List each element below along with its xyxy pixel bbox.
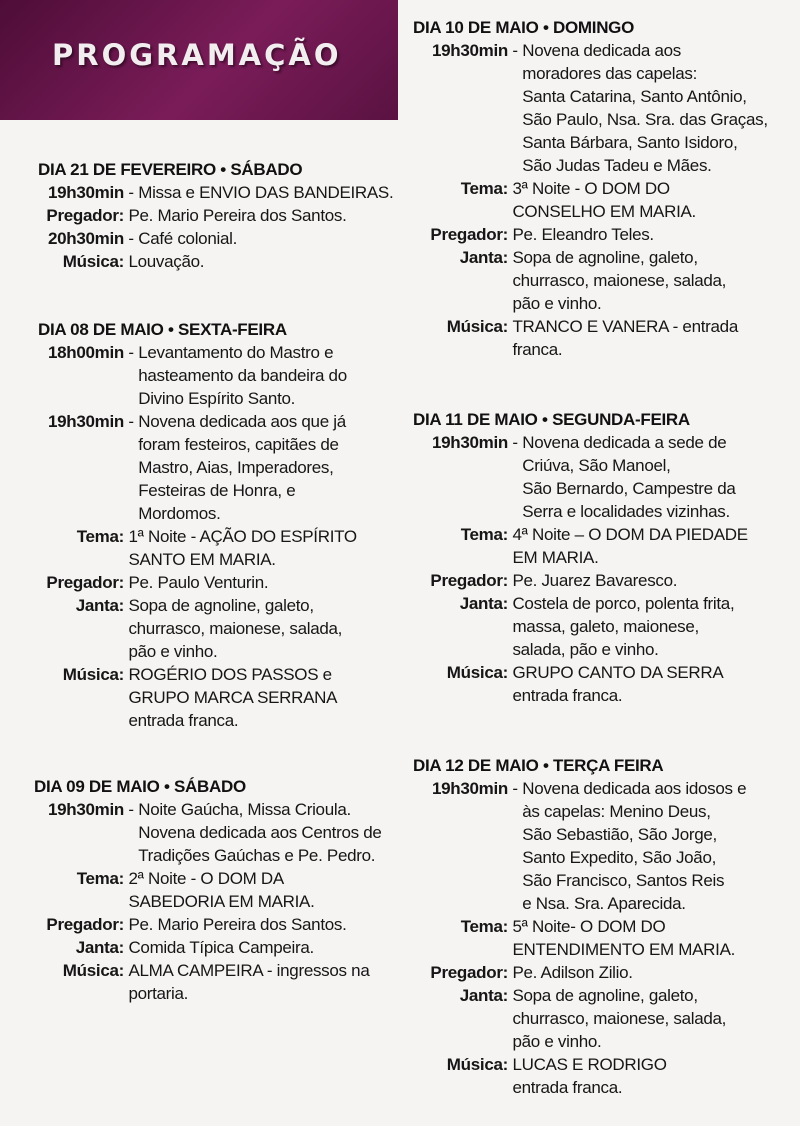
entry-separator: - [508,41,523,60]
entry-separator: - [508,779,523,798]
schedule-entry [413,177,768,223]
entry-label: Tema: [460,917,508,936]
day-block [413,408,748,707]
entry-label: Pregador: [46,573,124,592]
schedule-entry [38,410,357,525]
schedule-entry [38,571,357,594]
schedule-entry [38,227,393,250]
entry-label: 19h30min [431,779,508,798]
entry-label: 19h30min [47,412,124,431]
schedule-entry [413,223,768,246]
entry-value: Novena dedicada aos que já foram festeiros, capitães de Mastro, Aias, Imperadores, Festeiras de Honra, e Mordomos. [138,412,346,523]
entry-value: TRANCO E VANERA - entrada franca. [512,317,738,359]
entry-separator: - [508,433,523,452]
entry-value: Novena dedicada aos moradores das capelas: Santa Catarina, Santo Antônio, São Paulo, Nsa. Sra. das Graças, Santa Bárbara, Santo Isidoro, São Judas Tadeu e Mães. [522,41,768,175]
entry-label: Janta: [75,938,124,957]
entry-label: Tema: [76,527,124,546]
entry-label: Música: [62,665,124,684]
schedule-entry [34,867,382,913]
schedule-entry [413,569,748,592]
entry-separator: - [124,800,139,819]
entry-label: Música: [446,317,508,336]
schedule-entry [413,777,746,915]
entry-label: 19h30min [47,800,124,819]
day-block [38,318,357,732]
page-title: PROGRAMAÇÃO [52,38,342,72]
day-title: DIA 08 DE MAIO • SEXTA-FEIRA [38,320,287,339]
entry-value: ALMA CAMPEIRA - ingressos na portaria. [128,961,370,1003]
schedule-entry [38,663,357,732]
entry-value: Sopa de agnoline, galeto, churrasco, maionese, salada, pão e vinho. [512,986,727,1051]
schedule-entry [413,39,768,177]
day-block [38,158,393,273]
schedule-entry [413,523,748,569]
day-block [413,754,746,1099]
day-title: DIA 12 DE MAIO • TERÇA FEIRA [413,756,664,775]
entry-value: Sopa de agnoline, galeto, churrasco, maionese, salada, pão e vinho. [128,596,343,661]
entry-label: Pregador: [46,206,124,225]
entry-label: 18h00min [47,343,124,362]
entry-value: Levantamento do Mastro e hasteamento da bandeira do Divino Espírito Santo. [138,343,347,408]
day-block [34,775,382,1005]
schedule-entry [34,913,382,936]
schedule-entry [413,592,748,661]
entry-label: Tema: [76,869,124,888]
entry-label: Janta: [459,986,508,1005]
entry-value: Noite Gaúcha, Missa Crioula. Novena dedicada aos Centros de Tradições Gaúchas e Pe. Pedro. [138,800,382,865]
entry-value: 3ª Noite - O DOM DO CONSELHO EM MARIA. [512,179,696,221]
entry-label: Janta: [459,594,508,613]
entry-label: Janta: [459,248,508,267]
entry-value: ROGÉRIO DOS PASSOS e GRUPO MARCA SERRANA entrada franca. [128,665,338,730]
schedule-entry [38,250,393,273]
day-title: DIA 09 DE MAIO • SÁBADO [34,777,246,796]
schedule-entry [34,798,382,867]
entry-label: Pregador: [430,963,508,982]
entry-separator: - [124,183,139,202]
entry-value: Sopa de agnoline, galeto, churrasco, maionese, salada, pão e vinho. [512,248,727,313]
schedule-entry [413,661,748,707]
schedule-entry [38,204,393,227]
schedule-entry [413,984,746,1053]
entry-label: Música: [62,252,124,271]
schedule-entry [38,525,357,571]
entry-label: 19h30min [431,41,508,60]
entry-value: 5ª Noite- O DOM DO ENTENDIMENTO EM MARIA. [512,917,736,959]
day-title: DIA 21 DE FEVEREIRO • SÁBADO [38,160,303,179]
schedule-entry [413,431,748,523]
entry-value: Comida Típica Campeira. [128,938,314,957]
entry-value: 4ª Noite – O DOM DA PIEDADE EM MARIA. [512,525,748,567]
entry-separator: - [124,343,139,362]
entry-value: 2ª Noite - O DOM DA SABEDORIA EM MARIA. [128,869,315,911]
entry-value: Pe. Paulo Venturin. [128,573,269,592]
entry-value: Pe. Juarez Bavaresco. [512,571,678,590]
day-block [413,16,768,361]
entry-label: Música: [62,961,124,980]
entry-value: GRUPO CANTO DA SERRA entrada franca. [512,663,724,705]
day-title: DIA 11 DE MAIO • SEGUNDA-FEIRA [413,410,690,429]
entry-value: Novena dedicada a sede de Criúva, São Manoel, São Bernardo, Campestre da Serra e localidades vizinhas. [522,433,736,521]
entry-value: LUCAS E RODRIGO entrada franca. [512,1055,667,1097]
schedule-entry [34,936,382,959]
entry-value: Pe. Mario Pereira dos Santos. [128,915,347,934]
entry-separator: - [124,412,139,431]
schedule-entry [413,246,768,315]
entry-label: Música: [446,663,508,682]
entry-label: 19h30min [431,433,508,452]
schedule-entry [34,959,382,1005]
entry-label: Música: [446,1055,508,1074]
day-title: DIA 10 DE MAIO • DOMINGO [413,18,635,37]
entry-value: Novena dedicada aos idosos e às capelas: Menino Deus, São Sebastião, São Jorge, Santo Expedito, São João, São Francisco, Santos Reis e Nsa. Sra. Aparecida. [522,779,747,913]
entry-value: Pe. Eleandro Teles. [512,225,654,244]
schedule-entry [38,594,357,663]
entry-label: 20h30min [47,229,124,248]
schedule-entry [413,915,746,961]
entry-value: 1ª Noite - AÇÃO DO ESPÍRITO SANTO EM MARIA. [128,527,357,569]
entry-value: Pe. Adilson Zilio. [512,963,633,982]
header-banner [0,0,398,120]
entry-label: Tema: [460,179,508,198]
entry-label: 19h30min [47,183,124,202]
entry-value: Café colonial. [138,229,238,248]
entry-label: Pregador: [430,571,508,590]
entry-label: Pregador: [46,915,124,934]
entry-value: Pe. Mario Pereira dos Santos. [128,206,347,225]
entry-label: Pregador: [430,225,508,244]
schedule-entry [38,341,357,410]
entry-value: Louvação. [128,252,205,271]
schedule-entry [38,181,393,204]
entry-value: Costela de porco, polenta frita, massa, galeto, maionese, salada, pão e vinho. [512,594,735,659]
schedule-entry [413,961,746,984]
entry-value: Missa e ENVIO DAS BANDEIRAS. [138,183,394,202]
entry-label: Janta: [75,596,124,615]
schedule-entry [413,315,768,361]
entry-label: Tema: [460,525,508,544]
entry-separator: - [124,229,139,248]
schedule-entry [413,1053,746,1099]
